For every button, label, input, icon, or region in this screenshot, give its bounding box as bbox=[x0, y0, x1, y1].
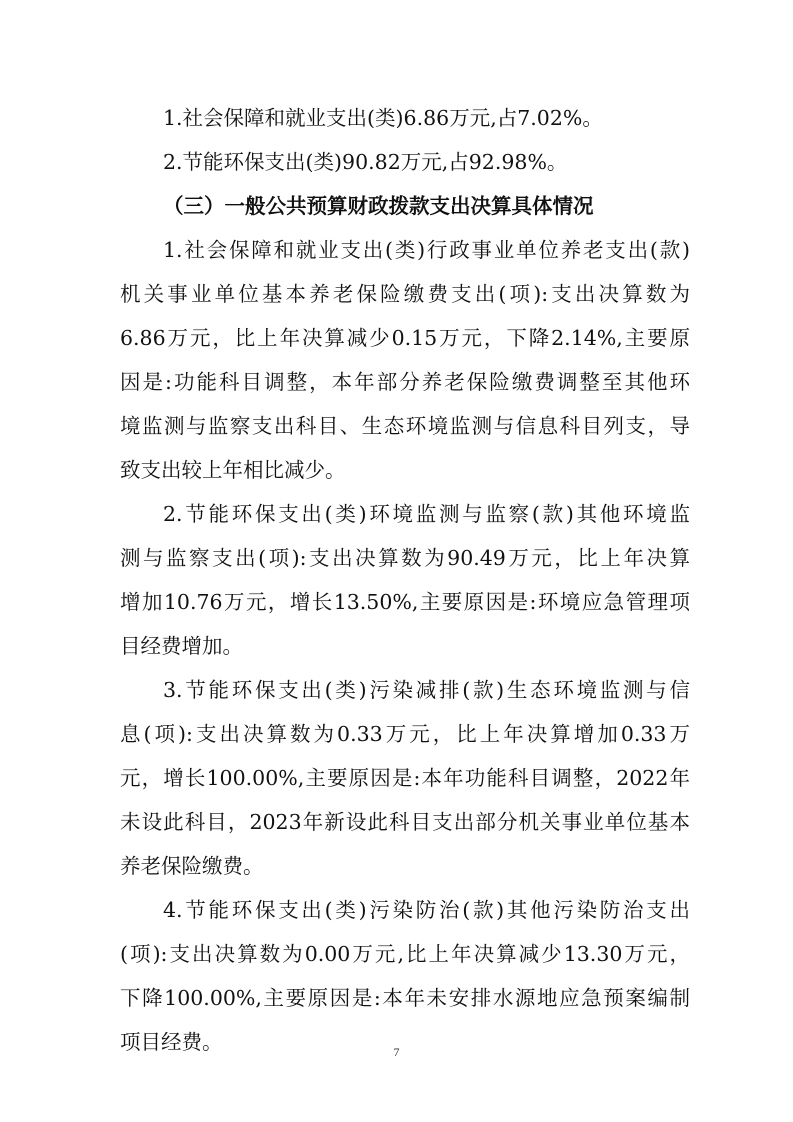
paragraph-line: 养老保险缴费。 bbox=[120, 854, 264, 878]
paragraph-line: 1.社会保障和就业支出(类)6.86万元,占7.02%。 bbox=[163, 106, 603, 130]
paragraph-line: 因是:功能科目调整，本年部分养老保险缴费调整至其他环 bbox=[120, 370, 690, 394]
paragraph-line: 3.节能环保支出(类)污染减排(款)生态环境监测与信 bbox=[163, 678, 690, 702]
paragraph-line: 境监测与监察支出科目、生态环境监测与信息科目列支，导 bbox=[120, 414, 690, 438]
paragraph-line: (项):支出决算数为0.00万元,比上年决算减少13.30万元， bbox=[120, 942, 690, 966]
paragraph-line: 息(项):支出决算数为0.33万元，比上年决算增加0.33万 bbox=[120, 722, 690, 746]
paragraph-line: 1.社会保障和就业支出(类)行政事业单位养老支出(款) bbox=[163, 238, 690, 262]
paragraph-line: 增加10.76万元，增长13.50%,主要原因是:环境应急管理项 bbox=[120, 590, 690, 614]
paragraph-line: 目经费增加。 bbox=[120, 634, 243, 658]
paragraph-line: 元，增长100.00%,主要原因是:本年功能科目调整，2022年 bbox=[120, 766, 690, 790]
paragraph-line: 6.86万元，比上年决算减少0.15万元，下降2.14%,主要原 bbox=[120, 326, 690, 350]
page-number: 7 bbox=[393, 1045, 400, 1059]
paragraph-line: 2.节能环保支出(类)90.82万元,占92.98%。 bbox=[163, 150, 568, 174]
paragraph-line: 2.节能环保支出(类)环境监测与监察(款)其他环境监 bbox=[163, 502, 690, 526]
paragraph-line: 未设此科目，2023年新设此科目支出部分机关事业单位基本 bbox=[120, 810, 690, 834]
paragraph-line: 致支出较上年相比减少。 bbox=[120, 458, 346, 482]
section-heading: （三）一般公共预算财政拨款支出决算具体情况 bbox=[163, 194, 594, 218]
paragraph-line: 下降100.00%,主要原因是:本年未安排水源地应急预案编制 bbox=[120, 986, 690, 1010]
paragraph-line: 项目经费。 bbox=[120, 1030, 223, 1054]
paragraph-line: 4.节能环保支出(类)污染防治(款)其他污染防治支出 bbox=[163, 898, 690, 922]
paragraph-line: 测与监察支出(项):支出决算数为90.49万元，比上年决算 bbox=[120, 546, 690, 570]
paragraph-line: 机关事业单位基本养老保险缴费支出(项):支出决算数为 bbox=[120, 282, 690, 306]
